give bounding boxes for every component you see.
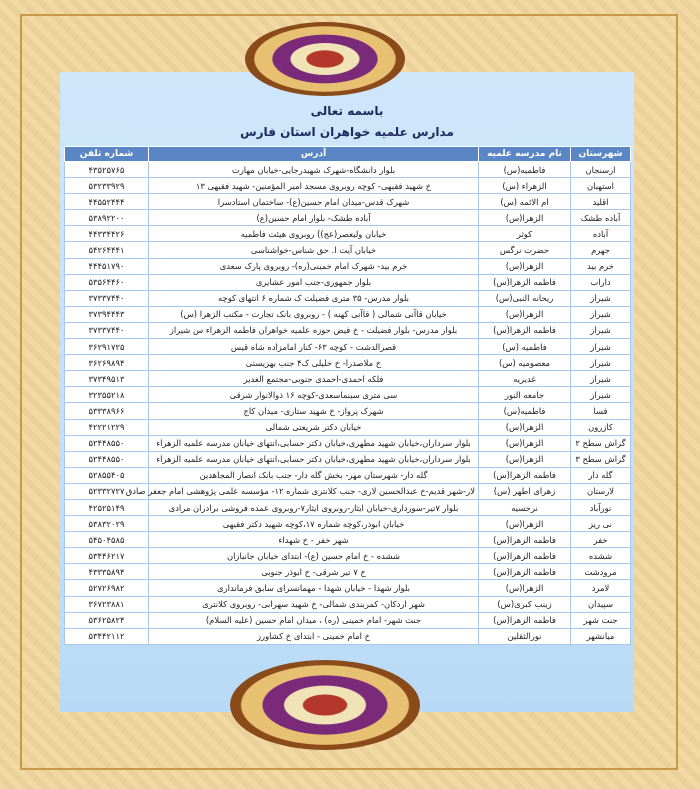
cell-phone: ۵۳۳۳۸۹۶۶ bbox=[65, 403, 149, 419]
cell-address: شهرک قدس-میدان امام حسین(ع)- ساختمان استادسرا bbox=[149, 194, 479, 210]
cell-address: شهر خفر - خ شهداء bbox=[149, 532, 479, 548]
table-row bbox=[65, 564, 631, 580]
cell-school: ریحانه النبی(س) bbox=[479, 290, 571, 306]
cell-address: خ امام خمینی - ابتدای خ کشاورز bbox=[149, 628, 479, 644]
cell-phone: ۳۷۳۳۷۴۴۰ bbox=[65, 290, 149, 306]
cell-address: بلوار مدرس- ۳۵ متری فضیلت ک شماره ۶ انتهای کوچه bbox=[149, 290, 479, 306]
cell-phone: ۳۶۲۶۹۸۹۴ bbox=[65, 355, 149, 371]
cell-address: خ شهید فقیهی- کوچه روبروی مسجد امیر المؤمنین- شهید فقیهی ۱۳ bbox=[149, 178, 479, 194]
page-title: مدارس علمیه خواهران استان فارس bbox=[240, 125, 454, 139]
cell-city: مرودشت bbox=[571, 564, 631, 580]
page-subtitle: باسمه تعالی bbox=[310, 104, 384, 118]
cell-address: فلکه احمدی-احمدی جنوبی-مجتمع الغدیر bbox=[149, 371, 479, 387]
cell-school: فاطمه الزهرا(س) bbox=[479, 548, 571, 564]
table-row bbox=[65, 467, 631, 483]
cell-phone: ۴۴۵۵۲۴۴۴ bbox=[65, 194, 149, 210]
cell-address: جنت شهر- امام خمینی (ره) ، میدان امام حسین (علیه السلام) bbox=[149, 612, 479, 628]
cell-phone: ۵۳۵۶۴۴۶۰ bbox=[65, 274, 149, 290]
cell-address: بلوار سرداران،خیابان شهید مطهری،خیابان دکتر حسابی،انتهای خیابان مدرسه علمیه الزهراء bbox=[149, 451, 479, 467]
cell-address: خرم بید- شهرک امام خمینی(ره)- روبروی پارک سعدی bbox=[149, 258, 479, 274]
cell-phone: ۵۳۴۴۲۱۱۲ bbox=[65, 628, 149, 644]
table-row bbox=[65, 355, 631, 371]
cell-school: الزهرا(س) bbox=[479, 306, 571, 322]
cell-phone: ۳۷۳۴۹۵۱۳ bbox=[65, 371, 149, 387]
cell-city: شیراز bbox=[571, 322, 631, 338]
cell-school: فاطمه الزهرا(س) bbox=[479, 274, 571, 290]
cell-school: الزهرا(س) bbox=[479, 419, 571, 435]
cell-city: استهبان bbox=[571, 178, 631, 194]
cell-school: فاطمه الزهرا(س) bbox=[479, 467, 571, 483]
cell-school: کوثر bbox=[479, 226, 571, 242]
cell-school: فاطمیه(س) bbox=[479, 162, 571, 178]
cell-address: قصرالدشت - کوچه ۶۳- کنار امامزاده شاه قیس bbox=[149, 339, 479, 355]
cell-phone: ۵۲۷۲۶۹۸۲ bbox=[65, 580, 149, 596]
cell-phone: ۳۶۲۹۱۷۲۵ bbox=[65, 339, 149, 355]
table-row bbox=[65, 499, 631, 515]
table-body bbox=[65, 162, 631, 645]
cell-school: فاطمه الزهرا(س) bbox=[479, 612, 571, 628]
table-row bbox=[65, 290, 631, 306]
cell-phone: ۵۳۸۹۲۲۰۰ bbox=[65, 210, 149, 226]
cell-address: شهر اردکان- کمربندی شمالی- خ شهید سهرابی- روبروی کلانتری bbox=[149, 596, 479, 612]
cell-city: گله دار bbox=[571, 467, 631, 483]
cell-phone: ۴۲۲۲۱۲۲۹ bbox=[65, 419, 149, 435]
cell-phone: ۵۲۴۴۸۵۵۰ bbox=[65, 435, 149, 451]
cell-school: الزهرا(س) bbox=[479, 210, 571, 226]
schools-table bbox=[64, 146, 631, 645]
cell-city: نورآباد bbox=[571, 499, 631, 515]
cell-city: لارستان bbox=[571, 483, 631, 499]
cell-city: اقلید bbox=[571, 194, 631, 210]
table-row bbox=[65, 451, 631, 467]
cell-city: داراب bbox=[571, 274, 631, 290]
table-row bbox=[65, 339, 631, 355]
cell-city: آباده طشک bbox=[571, 210, 631, 226]
cell-phone: ۳۷۳۳۷۴۴۰ bbox=[65, 322, 149, 338]
cell-phone: ۵۳۲۳۳۹۲۹ bbox=[65, 178, 149, 194]
cell-phone: ۴۴۳۳۴۴۲۶ bbox=[65, 226, 149, 242]
cell-phone: ۵۳۸۳۲۰۲۹ bbox=[65, 516, 149, 532]
cell-city: شیراز bbox=[571, 355, 631, 371]
cell-school: الزهرا(س) bbox=[479, 516, 571, 532]
cell-city: کازرون bbox=[571, 419, 631, 435]
cell-address: بلوار دانشگاه-شهرک شهیدرجایی-خیابان مهارت bbox=[149, 162, 479, 178]
table-row bbox=[65, 226, 631, 242]
table-row bbox=[65, 532, 631, 548]
column-header-address: آدرس bbox=[149, 147, 479, 162]
cell-address: ششده - خ امام حسین (ع)- ابتدای خیابان جانبازان bbox=[149, 548, 479, 564]
table-row bbox=[65, 210, 631, 226]
table-row bbox=[65, 274, 631, 290]
cell-phone: ۵۲۳۳۲۷۲۷ bbox=[65, 483, 149, 499]
table-row bbox=[65, 371, 631, 387]
cell-city: فسا bbox=[571, 403, 631, 419]
cell-address: آباده طشک- بلوار امام حسین(ع) bbox=[149, 210, 479, 226]
cell-address: بلوار ۷تیر-سورداری-خیابان ایثار-روبروی ایثار۷-روبروی عمده فروشی برادران مرادی bbox=[149, 499, 479, 515]
top-ornament bbox=[245, 22, 405, 96]
cell-school: غدیریه bbox=[479, 371, 571, 387]
table-row bbox=[65, 580, 631, 596]
table-row bbox=[65, 596, 631, 612]
table-row bbox=[65, 258, 631, 274]
cell-school: ام الائمه (س) bbox=[479, 194, 571, 210]
cell-school: زینب کبری(س) bbox=[479, 596, 571, 612]
cell-city: جهرم bbox=[571, 242, 631, 258]
cell-city: خفر bbox=[571, 532, 631, 548]
cell-city: نی ریز bbox=[571, 516, 631, 532]
cell-city: خرم بید bbox=[571, 258, 631, 274]
cell-school: الزهرا(س) bbox=[479, 580, 571, 596]
table-row bbox=[65, 403, 631, 419]
cell-address: بلوار مدرس- بلوار فضیلت - خ فیض حوزه علمیه خواهران فاطمه الزهراء س شیراز bbox=[149, 322, 479, 338]
column-header-school: نام مدرسه علمیه bbox=[479, 147, 571, 162]
table-row bbox=[65, 387, 631, 403]
cell-phone: ۵۲۸۵۵۴۰۵ bbox=[65, 467, 149, 483]
cell-address: خیابان ابوذر،کوچه شماره ۱۷،کوچه شهید دکتر فقیهی bbox=[149, 516, 479, 532]
cell-school: حضرت نرگس bbox=[479, 242, 571, 258]
cell-phone: ۵۴۲۶۴۴۴۱ bbox=[65, 242, 149, 258]
cell-school: فاطمه الزهرا(س) bbox=[479, 532, 571, 548]
table-header-row bbox=[65, 147, 631, 162]
cell-school: نورالثقلین bbox=[479, 628, 571, 644]
cell-phone: ۳۷۳۹۴۴۴۳ bbox=[65, 306, 149, 322]
cell-school: الزهرا(س) bbox=[479, 435, 571, 451]
cell-city: شیراز bbox=[571, 290, 631, 306]
cell-school: زهرای اطهر (س) bbox=[479, 483, 571, 499]
table-row bbox=[65, 419, 631, 435]
cell-school: نرجسیه bbox=[479, 499, 571, 515]
cell-school: الزهرا(س) bbox=[479, 258, 571, 274]
cell-school: الزهرا(س) bbox=[479, 451, 571, 467]
cell-school: معصومیه (س) bbox=[479, 355, 571, 371]
table-row bbox=[65, 483, 631, 499]
cell-address: شهرک پرواز- خ شهید ستاری- میدان کاج bbox=[149, 403, 479, 419]
table-row bbox=[65, 194, 631, 210]
table-row bbox=[65, 178, 631, 194]
cell-school: فاطمه الزهرا(س) bbox=[479, 564, 571, 580]
cell-phone: ۵۳۶۲۵۸۲۴ bbox=[65, 612, 149, 628]
cell-school: الزهراء (س) bbox=[479, 178, 571, 194]
cell-address: بلوار جمهوری-جنب امور عشایری bbox=[149, 274, 479, 290]
table-row bbox=[65, 548, 631, 564]
cell-phone: ۴۳۳۳۵۸۹۴ bbox=[65, 564, 149, 580]
cell-address: خیابان آیت ا. حق شناس-خواشناسی bbox=[149, 242, 479, 258]
bottom-ornament bbox=[230, 660, 420, 750]
table-row bbox=[65, 612, 631, 628]
cell-address: خ ۷ تیر شرقی- خ ابوذر جنوبی bbox=[149, 564, 479, 580]
table-row bbox=[65, 322, 631, 338]
cell-school: جامعه النور bbox=[479, 387, 571, 403]
cell-phone: ۴۲۵۲۵۱۴۹ bbox=[65, 499, 149, 515]
cell-city: سپیدان bbox=[571, 596, 631, 612]
cell-city: شیراز bbox=[571, 339, 631, 355]
cell-phone: ۵۳۴۴۶۲۱۷ bbox=[65, 548, 149, 564]
cell-address: سی متری سینماسعدی-کوچه ۱۶ ذوالانوار شرقی bbox=[149, 387, 479, 403]
cell-address: خ ملاصدرا- خ خلیلی ک۴ جنب بهزیستی bbox=[149, 355, 479, 371]
cell-address: خیابان قاآنی شمالی ( قاآنی کهنه ) - روبروی بانک تجارت - مکتب الزهرا (س) bbox=[149, 306, 479, 322]
cell-city: شیراز bbox=[571, 306, 631, 322]
cell-address: بلوار شهدا - خیابان شهدا - مهمانسرای سابق فرمانداری bbox=[149, 580, 479, 596]
cell-school: فاطمه الزهرا(س) bbox=[479, 322, 571, 338]
cell-phone: ۳۶۷۲۳۸۸۱ bbox=[65, 596, 149, 612]
table-row bbox=[65, 435, 631, 451]
cell-address: لار-شهر قدیم-خ عبدالحسین لاری- جنب کلانتری شماره ۱۲- مؤسسه علمی پژوهشی امام جعفر صادق bbox=[149, 483, 479, 499]
cell-city: شیراز bbox=[571, 387, 631, 403]
cell-school: فاطمیه(س) bbox=[479, 403, 571, 419]
table-row bbox=[65, 516, 631, 532]
cell-city: میانشهر bbox=[571, 628, 631, 644]
column-header-phone: شماره تلفن bbox=[65, 147, 149, 162]
column-header-city: شهرستان bbox=[571, 147, 631, 162]
cell-city: آباده bbox=[571, 226, 631, 242]
cell-address: خیابان ولیعصر(عج)) روبروی هیئت فاطمیه bbox=[149, 226, 479, 242]
cell-city: جنت شهر bbox=[571, 612, 631, 628]
table-row bbox=[65, 306, 631, 322]
cell-address: بلوار سرداران،خیابان شهید مطهری،خیابان دکتر حسابی،انتهای خیابان مدرسه علمیه الزهراء bbox=[149, 435, 479, 451]
table-row bbox=[65, 242, 631, 258]
cell-address: گله دار- شهرستان مهر- بخش گله دار- جنب بانک انصار المجاهدین bbox=[149, 467, 479, 483]
cell-phone: ۵۴۵۰۴۵۸۵ bbox=[65, 532, 149, 548]
cell-school: فاطمیه (س) bbox=[479, 339, 571, 355]
cell-city: گراش سطح ۳ bbox=[571, 451, 631, 467]
cell-phone: ۳۲۳۵۵۲۱۸ bbox=[65, 387, 149, 403]
cell-city: ارسنجان bbox=[571, 162, 631, 178]
cell-phone: ۴۴۴۵۱۷۹۰ bbox=[65, 258, 149, 274]
table-row bbox=[65, 162, 631, 178]
cell-city: لامرد bbox=[571, 580, 631, 596]
cell-phone: ۵۲۴۴۸۵۵۰ bbox=[65, 451, 149, 467]
cell-city: ششده bbox=[571, 548, 631, 564]
cell-address: خیابان دکتر شریعتی شمالی bbox=[149, 419, 479, 435]
cell-phone: ۴۳۵۲۵۷۶۵ bbox=[65, 162, 149, 178]
cell-city: گراش سطح ۲ bbox=[571, 435, 631, 451]
cell-city: شیراز bbox=[571, 371, 631, 387]
table-row bbox=[65, 628, 631, 644]
